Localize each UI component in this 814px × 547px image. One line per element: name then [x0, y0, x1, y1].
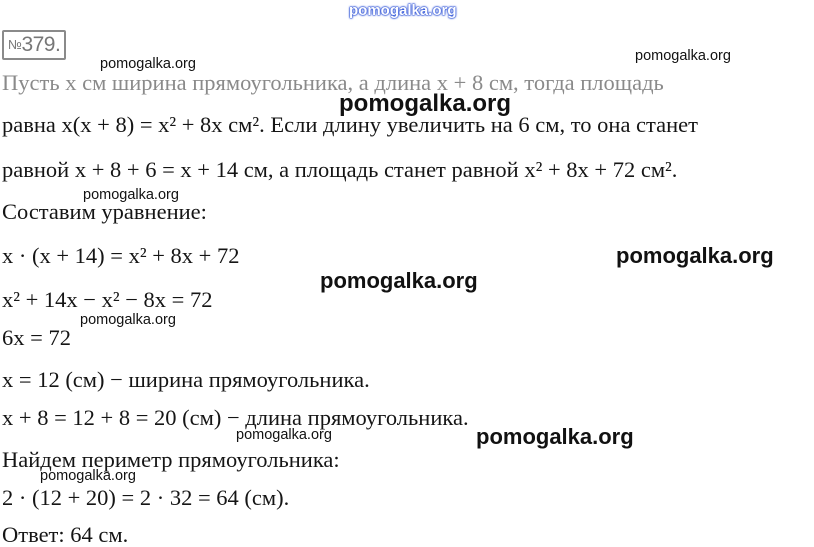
width-result-line: x = 12 (см) − ширина прямоугольника. — [2, 367, 370, 392]
solution-line-3: равной x + 8 + 6 = x + 14 см, а площадь станет равной x² + 8x + 72 см². — [2, 157, 678, 182]
problem-number: 379. — [21, 33, 61, 56]
watermark[interactable]: pomogalka.org — [100, 56, 196, 72]
watermark[interactable]: pomogalka.org — [80, 312, 176, 328]
equation-line-1: x · (x + 14) = x² + 8x + 72 — [2, 243, 240, 268]
watermark[interactable]: pomogalka.org — [476, 424, 634, 449]
length-result-line: x + 8 = 12 + 8 = 20 (см) − длина прямоугольника. — [2, 405, 469, 430]
problem-number-badge — [2, 30, 66, 60]
watermark-top[interactable]: pomogalka.org — [349, 2, 457, 19]
equation-line-3: 6x = 72 — [2, 325, 71, 350]
watermark[interactable]: pomogalka.org — [339, 90, 512, 117]
solution-line-2: равна x(x + 8) = x² + 8x см². Если длину увеличить на 6 см, то она станет — [2, 112, 698, 137]
watermark[interactable]: pomogalka.org — [635, 48, 731, 64]
watermark[interactable]: pomogalka.org — [320, 268, 478, 293]
watermark[interactable]: pomogalka.org — [40, 468, 136, 484]
solution-line-4: Составим уравнение: — [2, 199, 207, 224]
watermark[interactable]: pomogalka.org — [616, 243, 774, 268]
perimeter-calc-line: 2 · (12 + 20) = 2 · 32 = 64 (см). — [2, 485, 290, 510]
perimeter-heading-line: Найдем периметр прямоугольника: — [2, 447, 340, 472]
watermark[interactable]: pomogalka.org — [83, 187, 179, 203]
equation-line-2: x² + 14x − x² − 8x = 72 — [2, 287, 213, 312]
answer-line: Ответ: 64 см. — [2, 522, 129, 547]
solution-line-1: Пусть x см ширина прямоугольника, а длина x + 8 см, тогда площадь — [2, 70, 664, 95]
number-sign: № — [8, 37, 22, 52]
watermark[interactable]: pomogalka.org — [236, 427, 332, 443]
